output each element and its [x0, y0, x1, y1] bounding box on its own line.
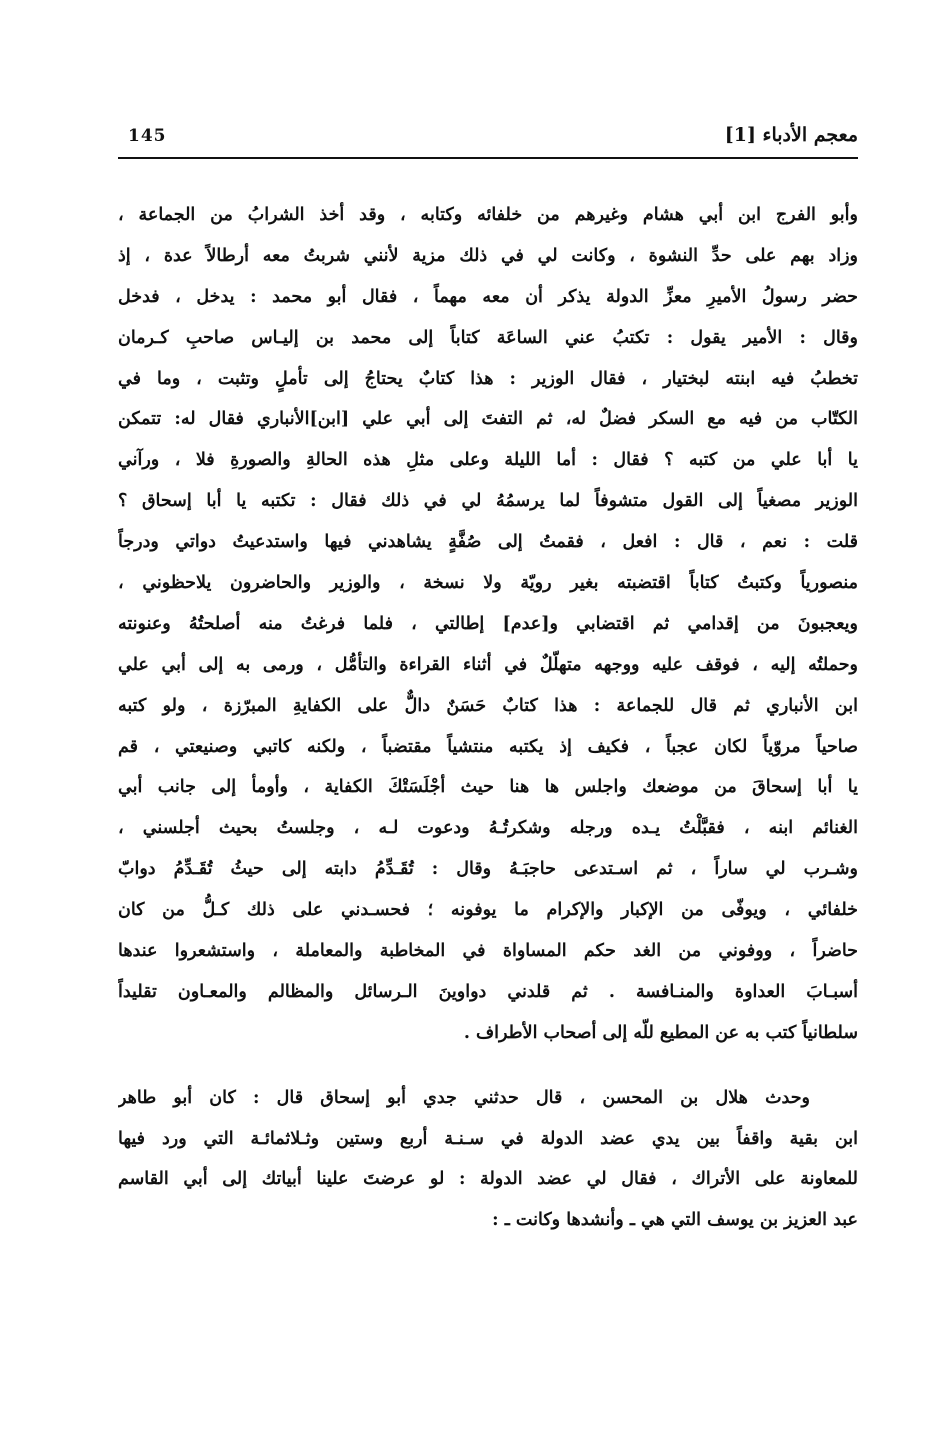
page-number: 145: [128, 126, 167, 146]
text-line: وقال : الأمير يقول : تكتبُ عني الساعَة كتاباً إلى محمد بن إليـاس صاحبِ كـرمان: [118, 327, 858, 348]
text-line: خلفائي ، ويوفّى من الإكبار والإكرام ما يوفونه ؛ فحسـدني على ذلك كـلُّ من كان: [118, 900, 858, 921]
paragraph-2: [118, 1078, 858, 1242]
text-line: وأبو الفرج ابن أبي هشام وغيرهم من خلفائه وكتابه ، وقد أخذ الشرابُ من الجماعة ،: [118, 205, 858, 225]
text-line: للمعاونة على الأتراك ، فقال لي عضد الدولة : لو عرضتَ علينا أبياتك إلى أبي القاسم: [118, 1169, 858, 1190]
header-rule: [118, 157, 858, 159]
text-line: حاضراً ، ووفوني من الغد حكم المساواة في المخاطبة والمعاملة ، واستشعروا عندها: [118, 941, 858, 962]
text-line: ابن الأنباري ثم قال للجماعة : هذا كتابٌ حَسَنٌ دالٌّ على الكفايةِ المبرّزة ، ولو كتبه: [118, 695, 858, 716]
text-line: يا أبا إسحاقَ من موضعك واجلس ها هنا حيث أجْلَسَتْكَ الكفاية ، وأومأ إلى جانب أبي: [118, 777, 858, 798]
text-line: ابن بقية واقفاً بين يدي عضد الدولة في سـنـة أربع وستين وثـلاثمائـة التي ورد فيها: [118, 1128, 858, 1149]
text-line: صاحياً مروّياً لكان عجباً ، فكيف إذ يكتبه منتشياً مقتضباً ، ولكنه كاتبي وصنيعتي ، قم: [118, 736, 858, 757]
text-line: الكتّاب من فيه مع السكر فضلٌ له، ثم التفتَ إلى أبي علي [ابن]الأنباري فقال له: تتمكن: [118, 409, 858, 430]
text-line: حضر رسولُ الأميرِ معزِّ الدولة يذكر أن معه مهماً ، فقال أبو محمد : يدخل ، فدخل: [118, 286, 858, 307]
text-line: ويعجبونَ من إقدامي ثم اقتضابي و[عدم] إطالتي ، فلما فرغتُ منه أصلحتُهُ وعنونته: [118, 613, 858, 634]
text-line: عبد العزيز بن يوسف التي هي ـ وأنشدها وكانت ـ :: [492, 1210, 858, 1231]
text-line: وشـرب لي ساراً ، ثم اسـتدعى حاجبَـهُ وقال : تُقَـدِّمُ دابته إلى حيثُ تُقَـدِّمُ دوابّ: [118, 859, 858, 880]
running-title: معجم الأدباء [1]: [724, 124, 858, 146]
paragraph-1: [118, 195, 858, 1054]
text-line: سلطانياً كتب به عن المطيع للّه إلى أصحاب الأطراف .: [463, 1022, 858, 1043]
page-header: [118, 118, 858, 152]
text-line: تخطبُ فيه ابنته لبختيار ، فقال الوزير : هذا كتابٌ يحتاجُ إلى تأملٍ وتثبت ، وما في: [118, 368, 858, 389]
text-line: يا أبا علي من كتبه ؟ فقال : أما الليلة وعلى مثلِ هذه الحالةِ والصورةِ فلا ، ورآني: [118, 450, 858, 471]
body-text: [118, 195, 858, 1241]
text-line: أسبـابَ العداوة والمنـافسة . ثم قلدني دواوينَ الـرسائل والمظالم والمعـاون تقليداً: [118, 981, 858, 1002]
text-line: وحملتُه إليه ، فوقف عليه ووجهه متهلّلٌ في أثناء القراءة والتأمُّل ، ورمى به إلى أبي علي: [118, 654, 858, 675]
paragraph-gap: [118, 1054, 858, 1078]
text-line: وزاد بهم على حدِّ النشوة ، وكانت لي في ذلك مزية لأنني شربتُ معه أرطالاً عدة ، إذ: [118, 245, 858, 266]
text-line: منصورياً وكتبتُ كتاباً اقتضبته بغير رويّة ولا نسخة ، والوزير والحاضرون يلاحظوني ،: [118, 573, 858, 594]
text-line: وحدث هلال بن المحسن ، قال حدثني جدي أبو إسحاق قال : كان أبو طاهر: [118, 1087, 810, 1108]
text-line: قلت : نعم ، قال : افعل ، فقمتُ إلى صُفَّةٍ يشاهدني فيها واستدعيتُ دواتي ودرجاً: [118, 532, 858, 553]
text-line: الوزير مصغياً إلى القول متشوفاً لما يرسمُهُ لي في ذلك فقال : تكتبه يا أبا إسحاق ؟: [118, 491, 858, 512]
text-line: الغنائم ابنه ، فقبَّلْتُ يـده ورجله وشكرتُـهُ ودعوت لـه ، وجلستُ بحيث أجلسني ،: [118, 818, 858, 839]
